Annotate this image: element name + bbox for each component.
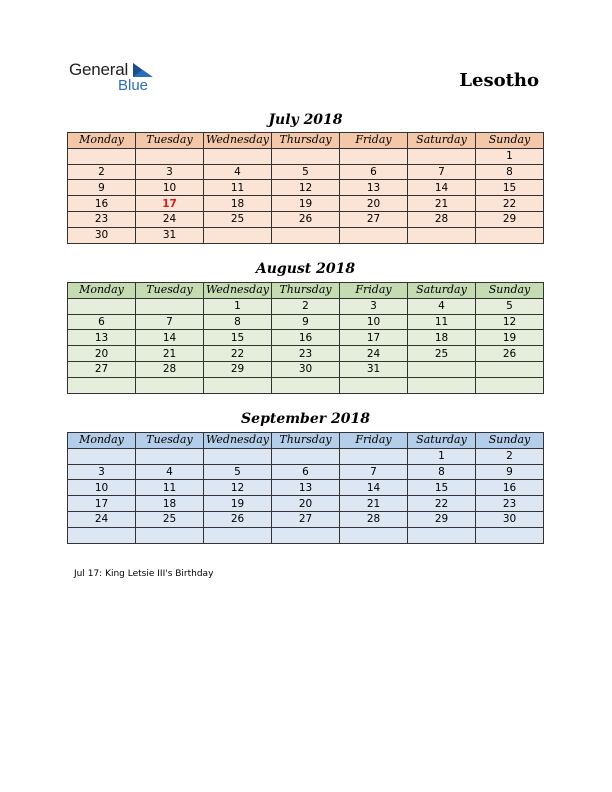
day-cell: 21: [408, 196, 476, 212]
empty-day-cell: [340, 527, 408, 543]
weekday-header: Friday: [340, 283, 408, 299]
weekday-header: Monday: [68, 283, 136, 299]
day-cell: 15: [476, 180, 544, 196]
day-cell: 11: [136, 480, 204, 496]
day-cell: 8: [476, 164, 544, 180]
empty-day-cell: [476, 361, 544, 377]
weekday-header: Thursday: [272, 133, 340, 149]
day-cell: 25: [204, 211, 272, 227]
logo-flag-icon: [133, 63, 153, 77]
weekday-header: Sunday: [476, 433, 544, 449]
day-cell: 30: [272, 361, 340, 377]
day-cell: 26: [272, 211, 340, 227]
day-cell: 6: [272, 464, 340, 480]
week-row: [68, 448, 544, 464]
day-cell: 19: [204, 496, 272, 512]
empty-day-cell: [408, 527, 476, 543]
day-cell: 20: [272, 496, 340, 512]
day-cell: 22: [204, 346, 272, 362]
day-cell: 13: [340, 180, 408, 196]
day-cell: 28: [408, 211, 476, 227]
week-row: [68, 527, 544, 543]
week-row: [68, 196, 544, 212]
weekday-header: Friday: [340, 433, 408, 449]
day-cell: 24: [136, 211, 204, 227]
day-cell: 19: [272, 196, 340, 212]
weekday-header: Saturday: [408, 433, 476, 449]
empty-day-cell: [408, 361, 476, 377]
weekday-header: Wednesday: [204, 133, 272, 149]
day-cell: 24: [340, 346, 408, 362]
weekday-header-row: [68, 133, 544, 149]
logo-text-general: General: [69, 60, 129, 79]
empty-day-cell: [408, 227, 476, 243]
day-cell: 26: [204, 511, 272, 527]
week-row: [68, 346, 544, 362]
day-cell: 2: [68, 164, 136, 180]
day-cell: 22: [408, 496, 476, 512]
day-cell: 4: [136, 464, 204, 480]
weekday-header: Saturday: [408, 133, 476, 149]
empty-day-cell: [204, 377, 272, 393]
weekday-header: Thursday: [272, 283, 340, 299]
calendar-table: [67, 132, 544, 244]
day-cell: 21: [340, 496, 408, 512]
calendar-table: [67, 282, 544, 394]
day-cell: 12: [272, 180, 340, 196]
day-cell: 18: [408, 330, 476, 346]
day-cell: 16: [68, 196, 136, 212]
month-title: September 2018: [241, 411, 370, 427]
day-cell: 10: [340, 314, 408, 330]
day-cell: 3: [340, 298, 408, 314]
day-cell: 28: [136, 361, 204, 377]
day-cell: 4: [408, 298, 476, 314]
day-cell: 2: [476, 448, 544, 464]
empty-day-cell: [68, 298, 136, 314]
logo-text-blue: Blue: [118, 77, 149, 94]
empty-day-cell: [340, 448, 408, 464]
weekday-header: Thursday: [272, 433, 340, 449]
day-cell: 25: [136, 511, 204, 527]
empty-day-cell: [136, 448, 204, 464]
weekday-header: Sunday: [476, 283, 544, 299]
day-cell: 10: [136, 180, 204, 196]
day-cell: 15: [204, 330, 272, 346]
day-cell: 20: [68, 346, 136, 362]
week-row: [68, 361, 544, 377]
weekday-header: Sunday: [476, 133, 544, 149]
empty-day-cell: [68, 377, 136, 393]
day-cell: 1: [408, 448, 476, 464]
calendar-table: [67, 432, 544, 544]
day-cell: 7: [408, 164, 476, 180]
day-cell: 31: [136, 227, 204, 243]
day-cell: 12: [204, 480, 272, 496]
empty-day-cell: [476, 227, 544, 243]
day-cell: 12: [476, 314, 544, 330]
week-row: [68, 180, 544, 196]
day-cell: 9: [272, 314, 340, 330]
day-cell: 14: [408, 180, 476, 196]
day-cell: 7: [136, 314, 204, 330]
week-row: [68, 148, 544, 164]
week-row: [68, 314, 544, 330]
week-row: [68, 164, 544, 180]
day-cell: 28: [340, 511, 408, 527]
week-row: [68, 227, 544, 243]
day-cell: 29: [408, 511, 476, 527]
day-cell: 2: [272, 298, 340, 314]
empty-day-cell: [408, 148, 476, 164]
day-cell: 16: [476, 480, 544, 496]
day-cell: 5: [476, 298, 544, 314]
week-row: [68, 298, 544, 314]
empty-day-cell: [136, 377, 204, 393]
week-row: [68, 480, 544, 496]
week-row: [68, 511, 544, 527]
day-cell: 14: [136, 330, 204, 346]
weekday-header-row: [68, 433, 544, 449]
day-cell: 4: [204, 164, 272, 180]
weekday-header: Tuesday: [136, 283, 204, 299]
day-cell: 27: [272, 511, 340, 527]
empty-day-cell: [272, 527, 340, 543]
day-cell: 11: [408, 314, 476, 330]
empty-day-cell: [340, 377, 408, 393]
week-row: [68, 211, 544, 227]
day-cell: 20: [340, 196, 408, 212]
country-title: Lesotho: [459, 70, 539, 91]
weekday-header: Wednesday: [204, 433, 272, 449]
day-cell: 30: [68, 227, 136, 243]
weekday-header: Monday: [68, 433, 136, 449]
day-cell: 9: [68, 180, 136, 196]
day-cell: 18: [136, 496, 204, 512]
day-cell: 14: [340, 480, 408, 496]
day-cell: 6: [340, 164, 408, 180]
day-cell: 1: [476, 148, 544, 164]
day-cell: 25: [408, 346, 476, 362]
day-cell: 29: [476, 211, 544, 227]
day-cell: 23: [68, 211, 136, 227]
day-cell: 23: [272, 346, 340, 362]
day-cell: 7: [340, 464, 408, 480]
day-cell: 17: [68, 496, 136, 512]
weekday-header: Saturday: [408, 283, 476, 299]
empty-day-cell: [340, 148, 408, 164]
day-cell: 23: [476, 496, 544, 512]
weekday-header: Tuesday: [136, 433, 204, 449]
holiday-footnote: Jul 17: King Letsie III's Birthday: [74, 569, 214, 579]
week-row: [68, 496, 544, 512]
weekday-header: Monday: [68, 133, 136, 149]
day-cell: 15: [408, 480, 476, 496]
empty-day-cell: [272, 377, 340, 393]
day-cell: 3: [68, 464, 136, 480]
empty-day-cell: [68, 527, 136, 543]
day-cell: 16: [272, 330, 340, 346]
empty-day-cell: [272, 227, 340, 243]
empty-day-cell: [204, 527, 272, 543]
empty-day-cell: [272, 148, 340, 164]
general-blue-logo: [69, 60, 169, 96]
week-row: [68, 330, 544, 346]
day-cell: 17: [340, 330, 408, 346]
day-cell: 10: [68, 480, 136, 496]
day-cell: 5: [272, 164, 340, 180]
day-cell: 9: [476, 464, 544, 480]
empty-day-cell: [204, 448, 272, 464]
empty-day-cell: [340, 227, 408, 243]
weekday-header-row: [68, 283, 544, 299]
empty-day-cell: [68, 148, 136, 164]
empty-day-cell: [408, 377, 476, 393]
empty-day-cell: [476, 527, 544, 543]
day-cell: 22: [476, 196, 544, 212]
weekday-header: Friday: [340, 133, 408, 149]
day-cell: 3: [136, 164, 204, 180]
day-cell: 19: [476, 330, 544, 346]
day-cell: 24: [68, 511, 136, 527]
day-cell: 31: [340, 361, 408, 377]
empty-day-cell: [136, 298, 204, 314]
day-cell: 27: [340, 211, 408, 227]
month-title: July 2018: [268, 112, 343, 128]
day-cell: 13: [272, 480, 340, 496]
day-cell: 21: [136, 346, 204, 362]
day-cell: 18: [204, 196, 272, 212]
day-cell: 13: [68, 330, 136, 346]
weekday-header: Wednesday: [204, 283, 272, 299]
day-cell: 6: [68, 314, 136, 330]
week-row: [68, 464, 544, 480]
empty-day-cell: [204, 148, 272, 164]
week-row: [68, 377, 544, 393]
day-cell: 26: [476, 346, 544, 362]
day-cell: 5: [204, 464, 272, 480]
day-cell: 30: [476, 511, 544, 527]
day-cell: 17: [136, 196, 204, 212]
empty-day-cell: [204, 227, 272, 243]
empty-day-cell: [272, 448, 340, 464]
empty-day-cell: [136, 148, 204, 164]
day-cell: 27: [68, 361, 136, 377]
day-cell: 29: [204, 361, 272, 377]
weekday-header: Tuesday: [136, 133, 204, 149]
day-cell: 1: [204, 298, 272, 314]
empty-day-cell: [68, 448, 136, 464]
day-cell: 8: [204, 314, 272, 330]
day-cell: 11: [204, 180, 272, 196]
empty-day-cell: [476, 377, 544, 393]
empty-day-cell: [136, 527, 204, 543]
month-title: August 2018: [255, 261, 356, 277]
day-cell: 8: [408, 464, 476, 480]
